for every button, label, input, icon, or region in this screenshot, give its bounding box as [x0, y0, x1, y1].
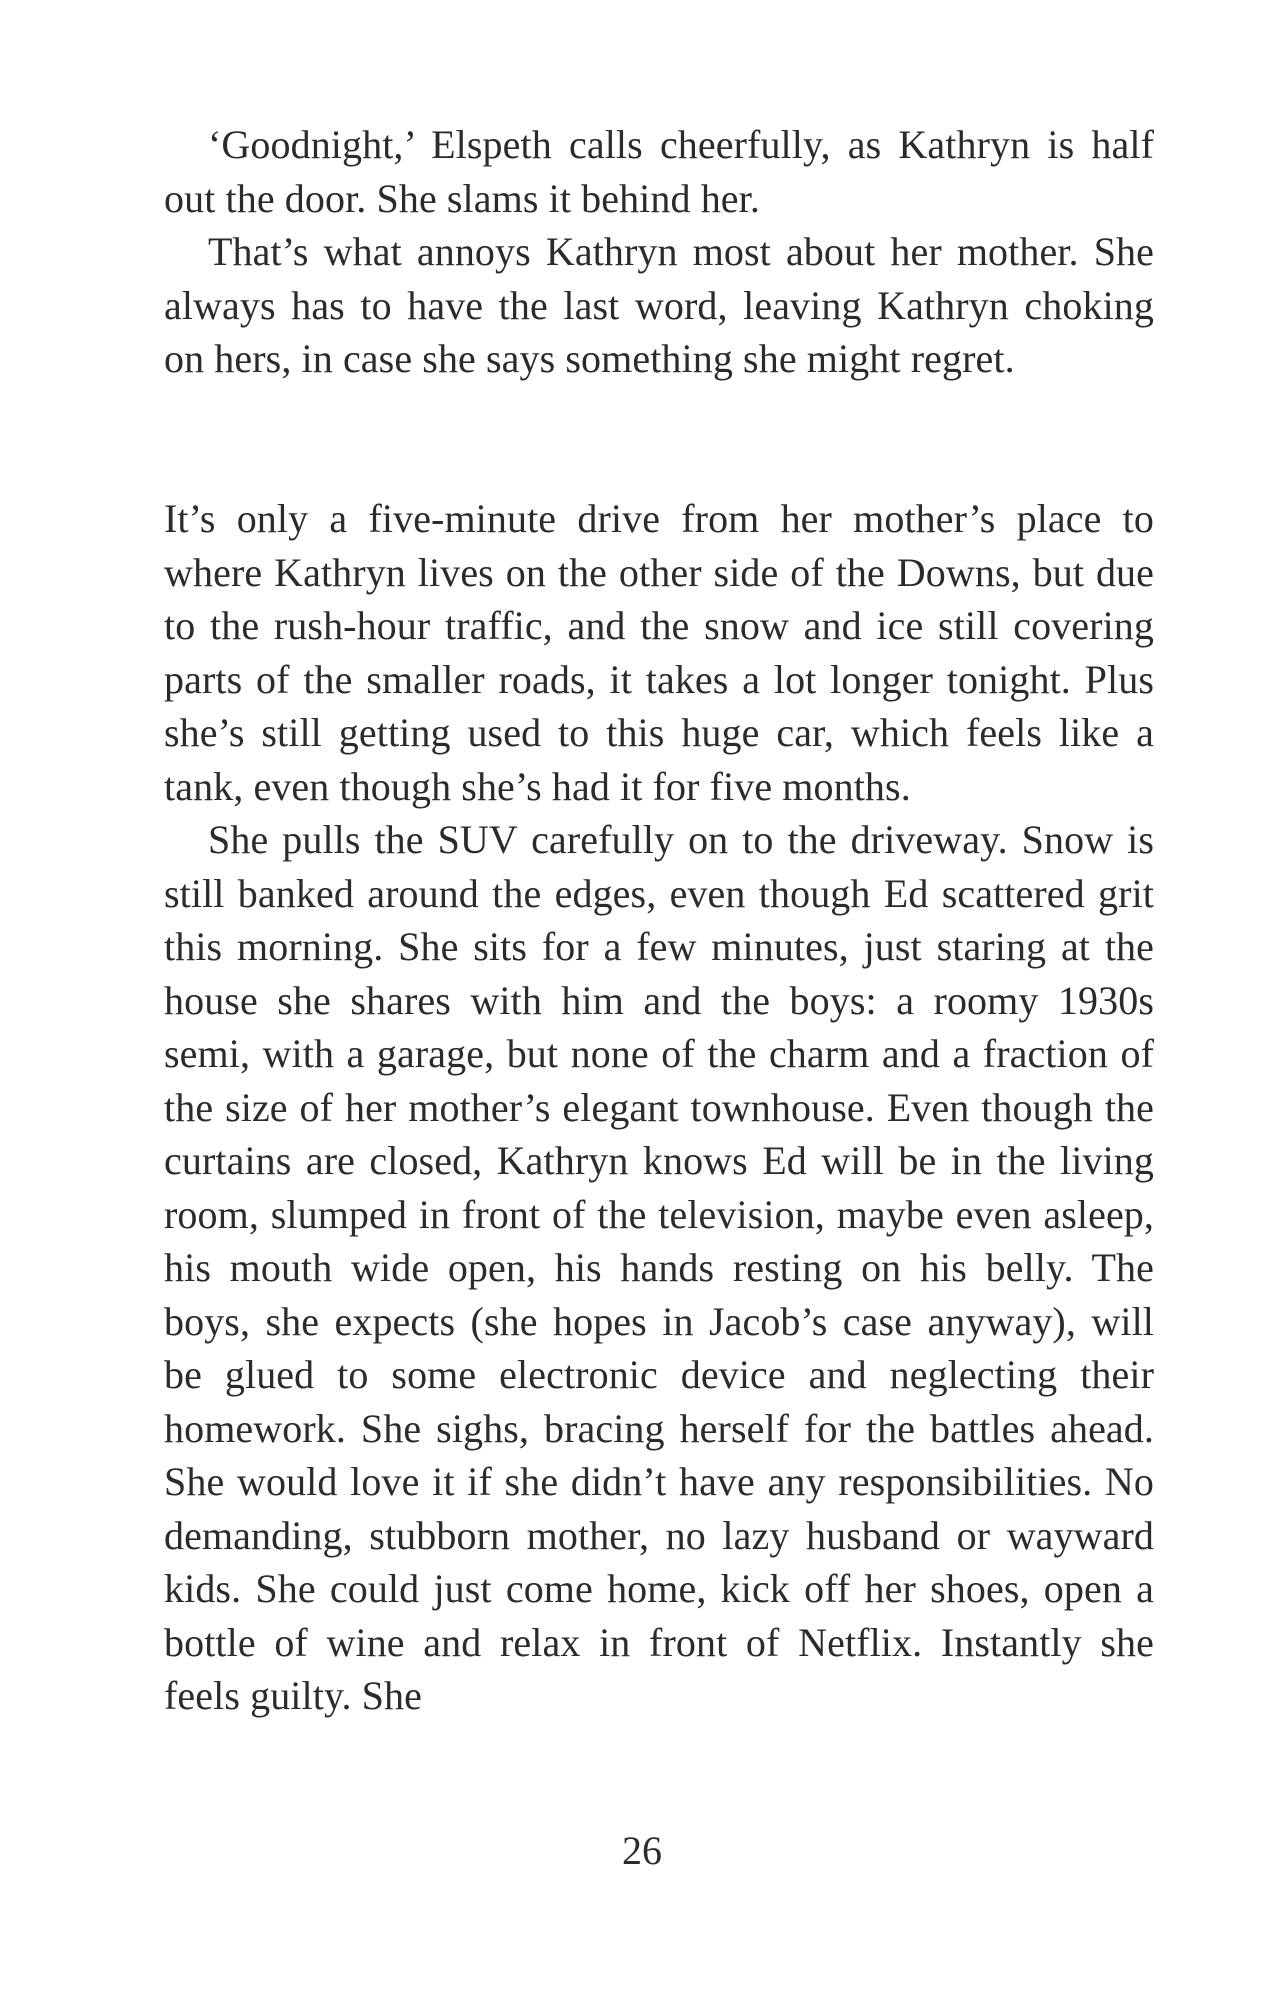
- paragraph: It’s only a five-minute drive from her mother’s place to where Kathryn lives on the other side of the Downs, but due to the rush-hour traffic, and the snow and ice still covering parts of the smaller roads, it takes a lot longer tonight. Plus she’s still getting used to this huge car, which feels like a tank, even though she’s had it for five months.: [164, 496, 1154, 809]
- page-number: 26: [622, 1828, 662, 1873]
- text-section-1: [164, 118, 1154, 386]
- text-section-2: [164, 492, 1154, 1723]
- paragraph: That’s what annoys Kathryn most about her mother. She always has to have the last word, leaving Kathryn choking on hers, in case she says something she might regret.: [164, 229, 1154, 381]
- paragraph: She pulls the SUV carefully on to the driveway. Snow is still banked around the edges, even though Ed scattered grit this morning. She sits for a few minutes, just staring at the house she shares with him and the boys: a roomy 1930s semi, with a garage, but none of the charm and a fraction of the size of her mother’s elegant townhouse. Even though the curtains are closed, Kathryn knows Ed will be in the living room, slumped in front of the television, maybe even asleep, his mouth wide open, his hands resting on his belly. The boys, she expects (she hopes in Jacob’s case anyway), will be glued to some electronic device and neglecting their homework. She sighs, bracing herself for the battles ahead. She would love it if she didn’t have any responsibilities. No demanding, stubborn mother, no lazy husband or wayward kids. She could just come home, kick off her shoes, open a bottle of wine and relax in front of Netflix. Instantly she feels guilty. She: [164, 817, 1154, 1718]
- paragraph: ‘Goodnight,’ Elspeth calls cheerfully, as Kathryn is half out the door. She slams it behind her.: [164, 122, 1154, 221]
